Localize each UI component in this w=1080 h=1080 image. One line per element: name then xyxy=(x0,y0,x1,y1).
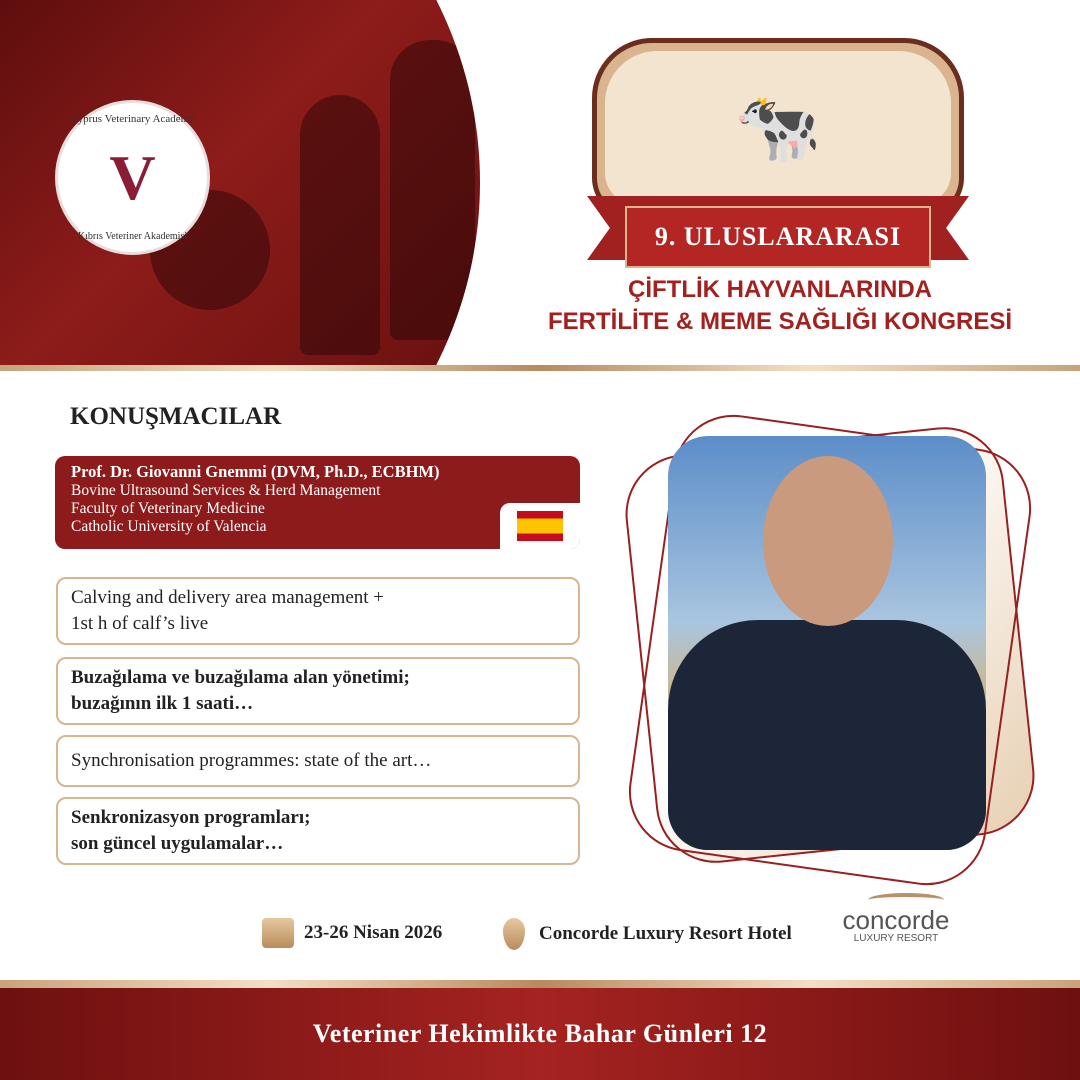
talk-item xyxy=(56,797,580,865)
edition-ribbon: 9. ULUSLARARASI xyxy=(625,206,931,268)
logo-mark: V xyxy=(109,141,156,213)
talk-line: Buzağılama ve buzağılama alan yönetimi; xyxy=(71,667,410,688)
speaker-line1: Bovine Ultrasound Services & Herd Management xyxy=(71,482,381,499)
footer-divider xyxy=(0,980,1080,988)
talk-line: Senkronizasyon programları; xyxy=(71,807,311,828)
section-title: KONUŞMACILAR xyxy=(70,403,282,430)
speaker-card xyxy=(55,456,580,549)
academy-logo xyxy=(55,100,210,255)
speaker-name: Prof. Dr. Giovanni Gnemmi (DVM, Ph.D., ECBHM) xyxy=(71,462,440,481)
talk-item xyxy=(56,657,580,725)
congress-title-line1: ÇİFTLİK HAYVANLARINDA xyxy=(628,276,932,303)
cow-badge xyxy=(592,38,964,218)
congress-title-line2: FERTİLİTE & MEME SAĞLIĞI KONGRESİ xyxy=(547,308,1012,335)
logo-top-text: Cyprus Veterinary Academy xyxy=(70,113,195,125)
concorde-wordmark: concorde xyxy=(842,905,950,935)
talk-line: Synchronisation programmes: state of the art… xyxy=(71,750,432,771)
event-date xyxy=(262,918,442,948)
talk-line: Calving and delivery area management + xyxy=(71,587,385,608)
concorde-sub: LUXURY RESORT xyxy=(853,933,939,944)
speaker-line2: Faculty of Veterinary Medicine xyxy=(71,500,265,517)
talk-line: son güncel uygulamalar… xyxy=(71,833,284,854)
footer-banner: Veteriner Hekimlikte Bahar Günleri 12 xyxy=(0,988,1080,1080)
date-text: 23-26 Nisan 2026 xyxy=(304,922,443,943)
calendar-icon xyxy=(262,918,294,948)
talk-item xyxy=(56,577,580,645)
event-venue xyxy=(503,918,792,950)
speaker-photo xyxy=(668,436,986,850)
spain-flag-icon xyxy=(500,503,580,549)
logo-bottom-text: Kıbrıs Veteriner Akademisi xyxy=(77,231,188,242)
concorde-logo xyxy=(838,893,954,944)
location-pin-icon xyxy=(503,918,525,950)
venue-text: Concorde Luxury Resort Hotel xyxy=(539,923,792,944)
cow-icon: 🐄 xyxy=(605,51,951,205)
talk-item xyxy=(56,735,580,787)
speaker-line3: Catholic University of Valencia xyxy=(71,518,267,535)
divider xyxy=(0,365,1080,371)
talk-line: buzağının ilk 1 saati… xyxy=(71,693,254,714)
talk-line: 1st h of calf’s live xyxy=(71,613,209,634)
